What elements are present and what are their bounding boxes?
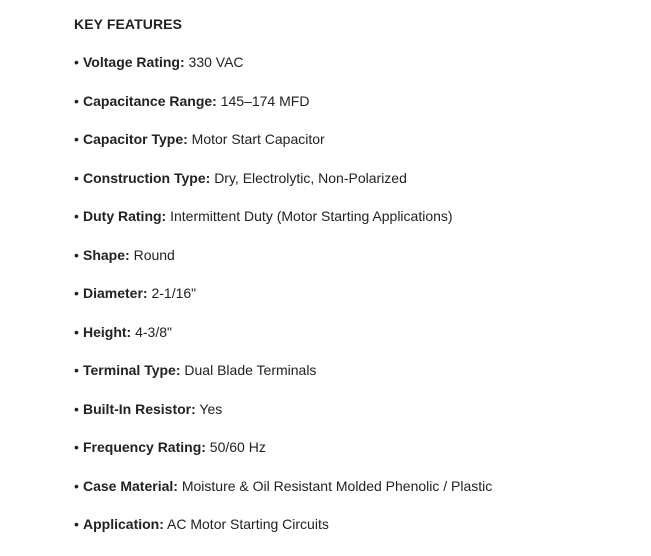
feature-value: 50/60 Hz	[209, 439, 266, 455]
feature-label: Duty Rating:	[83, 208, 167, 224]
bullet-icon: •	[74, 246, 79, 263]
feature-label: Voltage Rating:	[83, 54, 185, 70]
feature-value: Moisture & Oil Resistant Molded Phenolic / Plastic	[181, 477, 493, 494]
feature-voltage-rating	[74, 53, 492, 71]
feature-value: 330 VAC	[188, 54, 244, 70]
feature-duty-rating	[74, 207, 492, 225]
feature-value: 4-3/8"	[135, 323, 172, 340]
feature-value: Dual Blade Terminals	[184, 362, 317, 378]
feature-list	[74, 53, 492, 533]
feature-capacitor-type	[74, 130, 492, 148]
bullet-icon: •	[74, 285, 79, 301]
bullet-icon: •	[74, 362, 79, 378]
bullet-icon: •	[74, 92, 79, 109]
bullet-icon: •	[74, 477, 79, 494]
key-features-section	[74, 15, 492, 554]
feature-construction-type	[74, 169, 492, 187]
feature-value: 145–174 MFD	[220, 92, 310, 109]
feature-label: Capacitance Range:	[83, 92, 217, 109]
bullet-icon: •	[74, 54, 79, 70]
bullet-icon: •	[74, 516, 79, 532]
feature-value: Round	[133, 246, 175, 263]
bullet-icon: •	[74, 208, 79, 224]
bullet-icon: •	[74, 439, 79, 455]
feature-label: Capacitor Type:	[83, 131, 188, 147]
feature-label: Diameter:	[83, 285, 148, 301]
feature-label: Application:	[83, 516, 164, 532]
feature-value: Motor Start Capacitor	[191, 131, 325, 147]
feature-label: Height:	[83, 323, 132, 340]
feature-value: Intermittent Duty (Motor Starting Applications)	[170, 208, 453, 224]
feature-label: Shape:	[83, 246, 130, 263]
feature-case-material	[74, 477, 492, 495]
feature-value: 2-1/16"	[151, 285, 197, 301]
feature-label: Case Material:	[83, 477, 178, 494]
feature-capacitance-range	[74, 92, 492, 110]
feature-diameter	[74, 284, 492, 302]
feature-value: Dry, Electrolytic, Non-Polarized	[214, 169, 407, 186]
feature-value: AC Motor Starting Circuits	[167, 516, 329, 532]
feature-label: Frequency Rating:	[83, 439, 206, 455]
feature-label: Built-In Resistor:	[83, 400, 196, 417]
bullet-icon: •	[74, 131, 79, 147]
feature-value: Yes	[199, 400, 223, 417]
bullet-icon: •	[74, 323, 79, 340]
feature-shape	[74, 246, 492, 264]
feature-label: Terminal Type:	[83, 362, 181, 378]
bullet-icon: •	[74, 400, 79, 417]
feature-built-in-resistor	[74, 400, 492, 418]
feature-frequency-rating	[74, 438, 492, 456]
feature-application	[74, 515, 492, 533]
feature-terminal-type	[74, 361, 492, 379]
feature-label: Construction Type:	[83, 169, 211, 186]
feature-height	[74, 323, 492, 341]
section-heading: KEY FEATURES	[74, 16, 183, 32]
bullet-icon: •	[74, 169, 79, 186]
